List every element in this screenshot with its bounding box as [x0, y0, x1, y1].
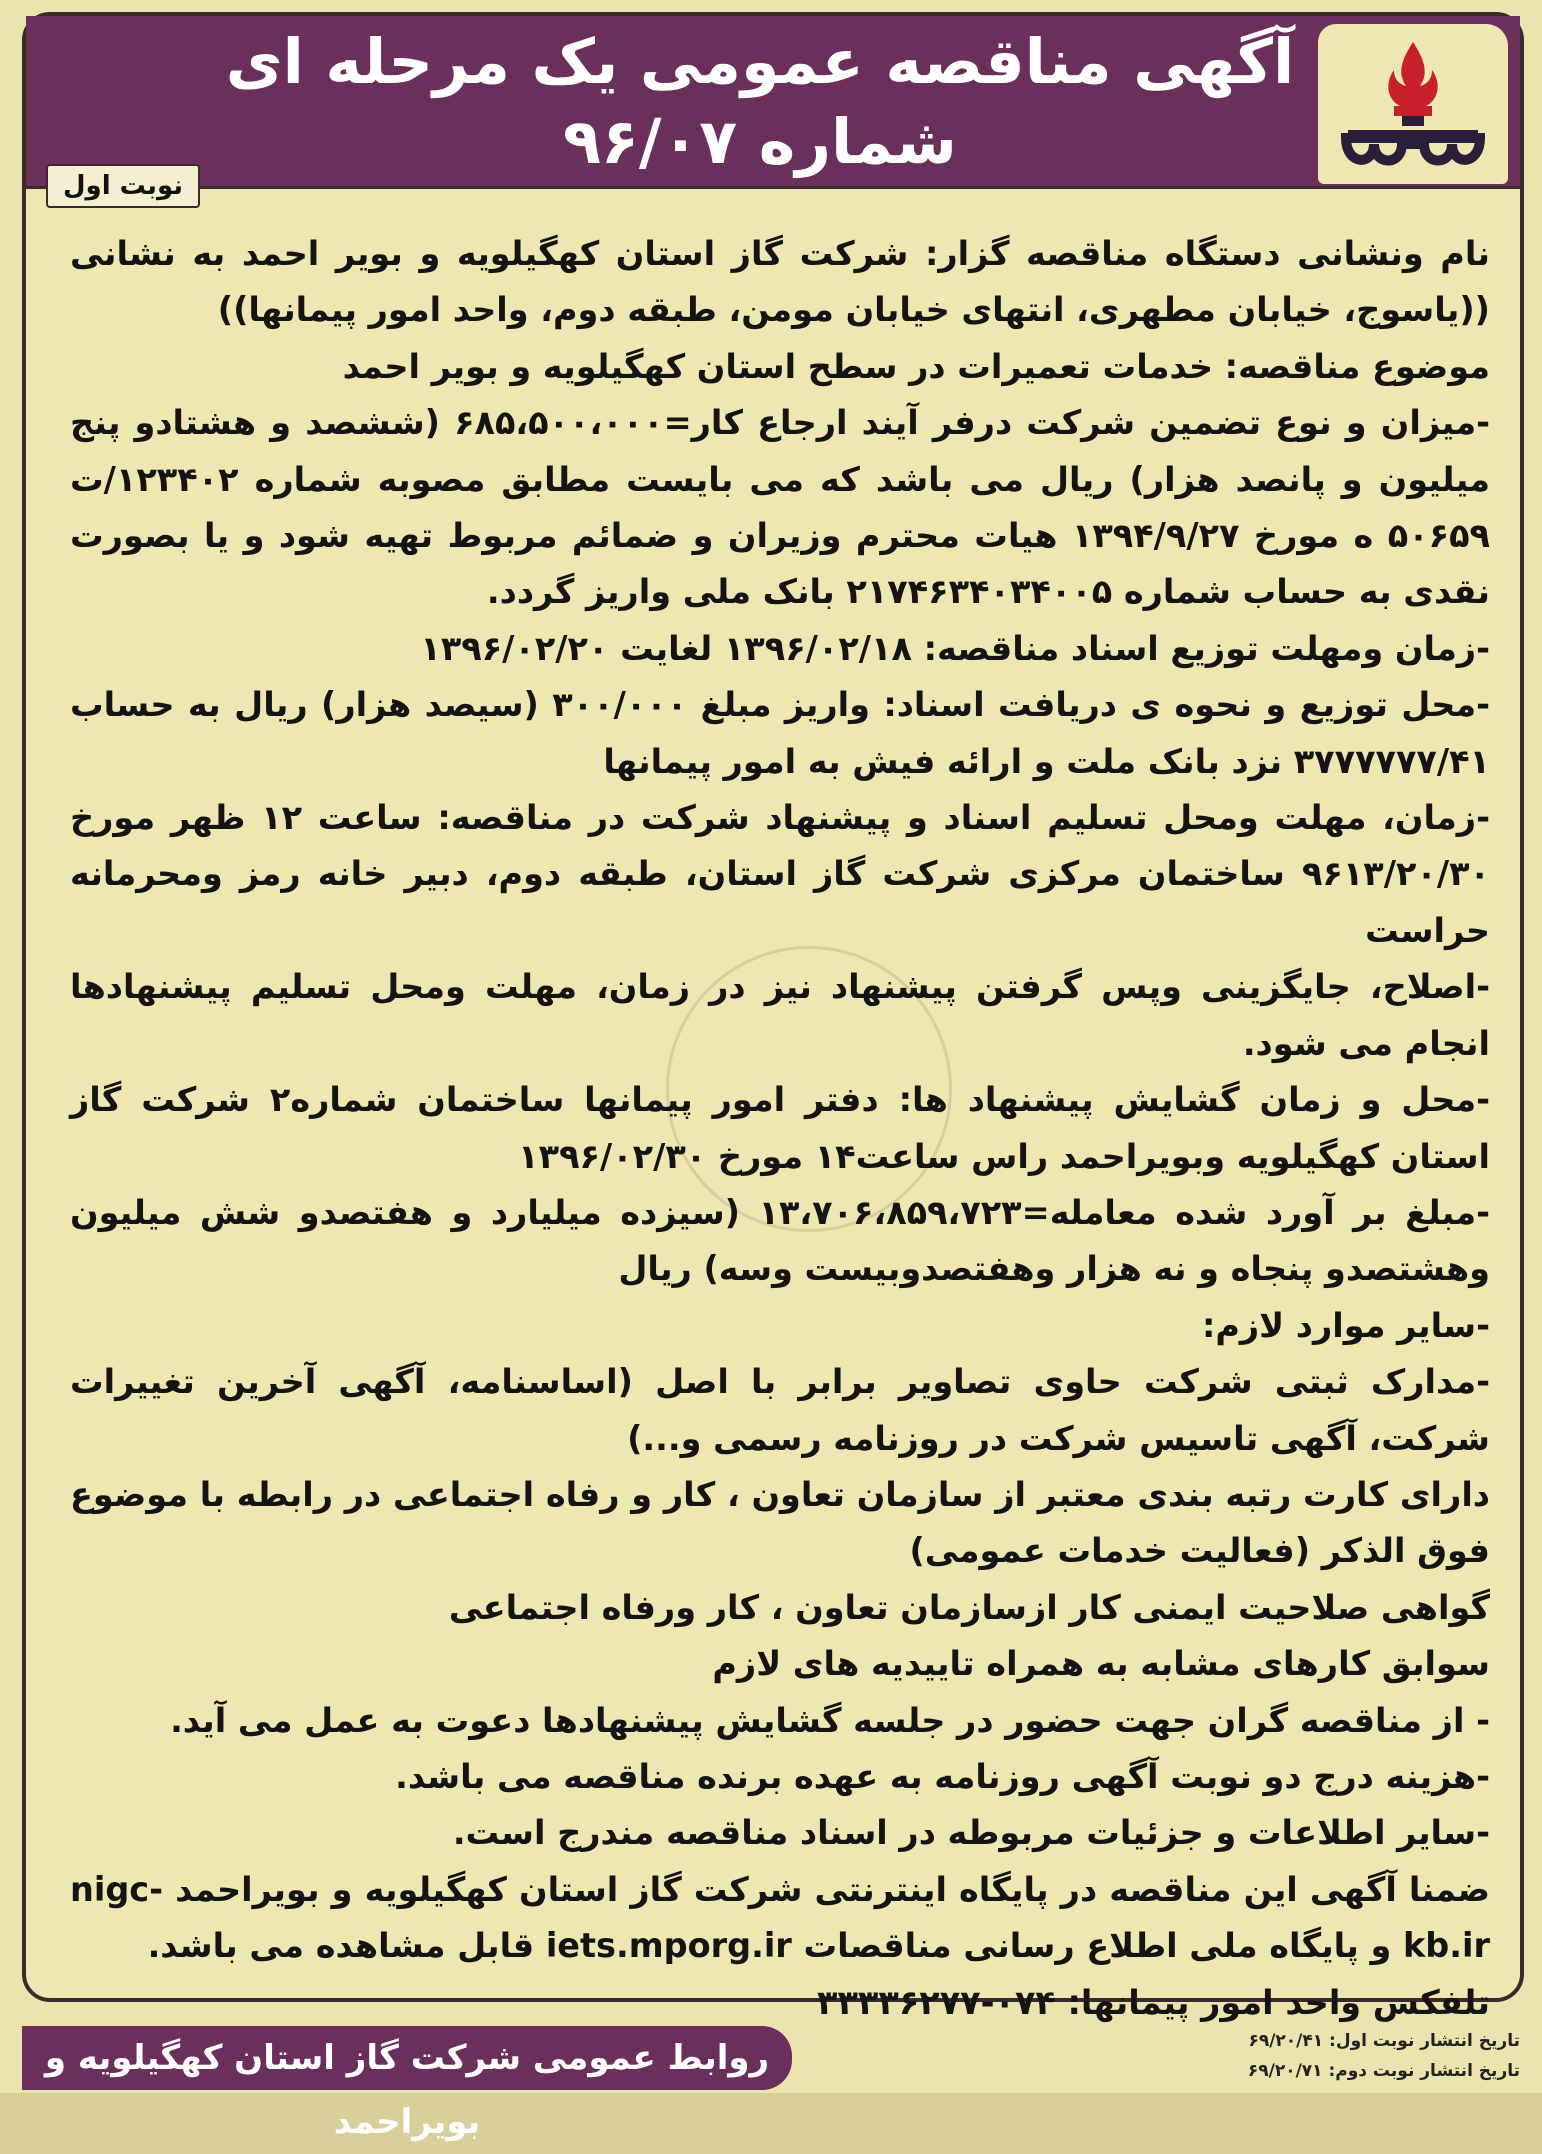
document-distribution-place: -محل توزیع و نحوه ی دریافت اسناد: واریز مبلغ ۳۰۰/۰۰۰ (سیصد هزار) ریال به حساب ۳۷۷۷۷۷۷/۴۱ نزد بانک ملت و ارائه فیش به امور پیمانها [70, 685, 1490, 781]
submission-deadline: -زمان، مهلت ومحل تسلیم اسناد و پیشنهاد شرکت در مناقصه: ساعت ۱۲ ظهر مورخ ۹۶۱۳/۲۰/۳۰ ساختمان مرکزی شرکت گاز استان، طبقه دوم، دبیر خانه رمز ومحرمانه حراست [70, 798, 1490, 950]
publication-dates [800, 2026, 1520, 2090]
requirement-rating-card: دارای کارت رتبه بندی معتبر از سازمان تعاون ، کار و رفاه اجتماعی در رابطه با موضوع فوق الذکر (فعالیت خدمات عمومی) [70, 1474, 1490, 1571]
notice-header [26, 16, 1520, 189]
amendment-note: -اصلاح، جایگزینی وپس گرفتن پیشنهاد نیز در زمان، مهلت ومحل تسلیم پیشنهادها انجام می شود. [70, 967, 1490, 1063]
guarantee-info: -میزان و نوع تضمین شرکت درفر آیند ارجاع کار=۶۸۵،۵۰۰،۰۰۰ (ششصد و هشتادو پنج میلیون و پانصد هزار) ریال می باشد که می بایست مطابق مصوبه شماره ۱۲۳۴۰۲/ت ۵۰۶۵۹ ه مورخ ۱۳۹۴/۹/۲۷ هیات محترم وزیران و ضمائم مربوط تهیه شود و یا بصورت نقدی به حساب شماره ۲۱۷۴۶۳۴۰۳۴۰۰۵ بانک ملی واریز گردد. [70, 403, 1490, 612]
notice-title: آگهی مناقصه عمومی یک مرحله ای [225, 25, 1295, 98]
requirement-registration-docs: -مدارک ثبتی شرکت حاوی تصاویر برابر با اصل (اساسنامه، آگهی آخرین تغییرات شرکت، آگهی تاسیس شرکت در روزنامه رسمی و...) [70, 1362, 1490, 1458]
estimated-amount: -مبلغ بر آورد شده معامله=۱۳،۷۰۶،۸۵۹،۷۲۳ (سیزده میلیارد و هفتصدو شش میلیون وهشتصدو پنجاه و نه هزار وهفتصدوبیست وسه) ریال [70, 1192, 1490, 1289]
website-note: ضمنا آگهی این مناقصه در پایگاه اینترنتی شرکت گاز استان کهگیلویه و بویراحمد nigc-kb.ir و پایگاه ملی اطلاع رسانی مناقصات iets.mporg.ir قابل مشاهده می باشد. [70, 1869, 1490, 1966]
further-details-note: -سایر اطلاعات و جزئیات مربوطه در اسناد مناقصه مندرج است. [452, 1813, 1490, 1853]
advertising-cost-note: -هزینه درج دو نوبت آگهی روزنامه به عهده برنده مناقصه می باشد. [395, 1756, 1490, 1796]
requirement-safety-cert: گواهی صلاحیت ایمنی کار ازسازمان تعاون ، کار ورفاه اجتماعی [448, 1587, 1490, 1627]
round-badge: نوبت اول [46, 164, 200, 208]
public-relations-footer: روابط عمومی شرکت گاز استان کهگیلویه و بویراحمد [22, 2026, 792, 2090]
notice-frame [22, 12, 1524, 2022]
other-requirements-heading: -سایر موارد لازم: [1201, 1305, 1490, 1345]
nigc-flame-logo-icon [1328, 34, 1498, 174]
logo-container [1318, 24, 1508, 184]
tender-subject: موضوع مناقصه: خدمات تعمیرات در سطح استان کهگیلویه و بویر احمد [342, 346, 1490, 386]
notice-body [70, 226, 1490, 2031]
notice-number: شماره ۹۶/۰۷ [563, 105, 957, 178]
telefax: تلفکس واحد امور پیمانها: ۰۷۴-۳۳۳۳۶۲۷۷ [817, 1982, 1490, 2022]
opening-time-place: -محل و زمان گشایش پیشنهاد ها: دفتر امور پیمانها ساختمان شماره۲ شرکت گاز استان کهگیلویه وبویراحمد راس ساعت۱۴ مورخ ۱۳۹۶/۰۲/۳۰ [70, 1080, 1491, 1176]
publication-date-second: تاریخ انتشار نوبت دوم: ۶۹/۲۰/۷۱ [1247, 2061, 1520, 2081]
document-distribution-time: -زمان ومهلت توزیع اسناد مناقصه: ۱۳۹۶/۰۲/۱۸ لغایت ۱۳۹۶/۰۲/۲۰ [420, 628, 1490, 668]
requirement-experience: سوابق کارهای مشابه به همراه تاییدیه های لازم [712, 1644, 1490, 1684]
publication-date-first: تاریخ انتشار نوبت اول: ۶۹/۲۰/۴۱ [1248, 2031, 1520, 2051]
opening-invitation: - از مناقصه گران جهت حضور در جلسه گشایش پیشنهادها دعوت به عمل می آید. [170, 1700, 1490, 1740]
tenderer-address: نام ونشانی دستگاه مناقصه گزار: شرکت گاز استان کهگیلویه و بویر احمد به نشانی ((یاسوج، خیابان مطهری، انتهای خیابان مومن، طبقه دوم، واحد امور پیمانها)) [70, 234, 1490, 330]
